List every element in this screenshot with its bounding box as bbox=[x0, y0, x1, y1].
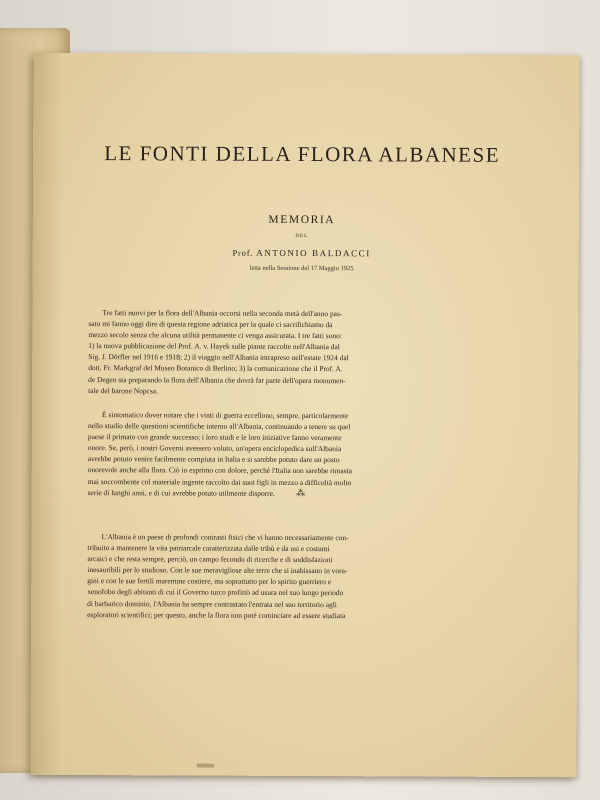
memoria-heading: MEMORIA bbox=[268, 213, 336, 227]
author-line bbox=[33, 247, 571, 259]
document-page bbox=[30, 53, 579, 777]
text-line: serie di lunghi anni, e di cui avrebbe potuto utilmente disporre. bbox=[87, 487, 275, 498]
text-line: sato mi fanno oggi dire di questa regione adriatica per la quale ci sacrifichiamo da bbox=[88, 319, 333, 330]
text-line: Sig. J. Dörfler nel 1916 e 1918; 2) il viaggio nell'Albania intrapreso nell'estate 1924 dal bbox=[88, 352, 349, 363]
text-line: xenofobo degli abitanti di cui il Governo turco profittò ad usura nel suo lungo periodo bbox=[87, 587, 344, 598]
text-line: tribuito a mantenere la vita patriarcale caratterizzata dalle tribù e da usi e costumi bbox=[87, 543, 330, 554]
author-prefix: Prof. bbox=[232, 247, 254, 258]
text-line: onore. Se, però, i nostri Governi avessero voluto, un'opera enciclopedica sull'Albania bbox=[87, 443, 342, 454]
text-line: 1) la nuova pubblicazione del Prof. A. v. Hayek sulle piante raccolte nell'Albania dal bbox=[88, 341, 340, 352]
text-line: tale del barone Nopcsa. bbox=[88, 385, 158, 396]
text-line: mezzo secolo senza che alcuna utilità permanente ci venga assicurata. I tre fatti sono: bbox=[88, 330, 342, 341]
text-line: onorevole anche alla flora. Ciò io esprimo con dolore, perchè l'Italia non sarebbe rimasta bbox=[87, 465, 353, 476]
text-line: dott. Fr. Markgraf del Museo Botanico di Berlino; 3) la comunicazione che il Prof. A. bbox=[88, 363, 343, 374]
text-line: gini e con le sue fertili maremme costiere, ma soprattutto per lo spirito guerriero e bbox=[87, 576, 332, 587]
text-line: paese il primato con grande successo; i loro studi e le loro iniziative fanno veramente bbox=[87, 432, 342, 443]
text-line: L'Albania è un paese di profondi contrasti fisici che vi hanno necessariamente con- bbox=[101, 532, 349, 543]
session-note: letta nella Sessione del 17 Maggio 1925 bbox=[249, 264, 354, 273]
text-line: arcaici e che resta sempre, perciò, un campo fecondo di ricerche e di soddisfazioni bbox=[87, 554, 333, 565]
paragraph-2 bbox=[88, 409, 492, 500]
text-line: nello studio delle questioni scientifiche interno all'Albania, continuando a tenere su quel bbox=[87, 421, 351, 432]
text-line: avrebbe potuto venire facilmente compiuta in Italia e si sarebbe potuto dare un posto bbox=[87, 454, 340, 465]
text-line: È sintomatico dover notare che i vinti di guerra eccellono, sempre, particolarmente bbox=[101, 410, 349, 421]
text-line: Tre fatti nuovi per la flora dell'Albania occorsi nella seconda metà dell'anno pas- bbox=[102, 308, 343, 319]
text-line: esploratori scientifici; per questo, anche la flora non potè cominciare ad essere studiata bbox=[87, 609, 346, 620]
paragraph-1 bbox=[88, 307, 492, 398]
document-title: LE FONTI DELLA FLORA ALBANESE bbox=[104, 141, 501, 167]
text-line: de Degen sta preparando la flora dell'Albania che dovrà far parte dell'opera monumen- bbox=[88, 374, 346, 385]
text-line: mai soccombente col materiale ingente raccolto dai suoi figli in mezzo a difficoltà molto bbox=[87, 476, 352, 487]
ink-smudge bbox=[196, 764, 214, 768]
paragraph-3 bbox=[87, 531, 491, 622]
text-line: di barbarico dominio, l'Albania ha sempre contrastato l'entrata nel suo territorio agli bbox=[87, 598, 337, 609]
text-line: inesauribili per lo studioso. Con le sue meravigliose alte terre che si inabissano in vora- bbox=[87, 565, 348, 576]
del-label: DEL bbox=[295, 233, 309, 240]
author-name: ANTONIO BALDACCI bbox=[256, 247, 371, 259]
section-ornament: ⁂ bbox=[296, 488, 306, 500]
